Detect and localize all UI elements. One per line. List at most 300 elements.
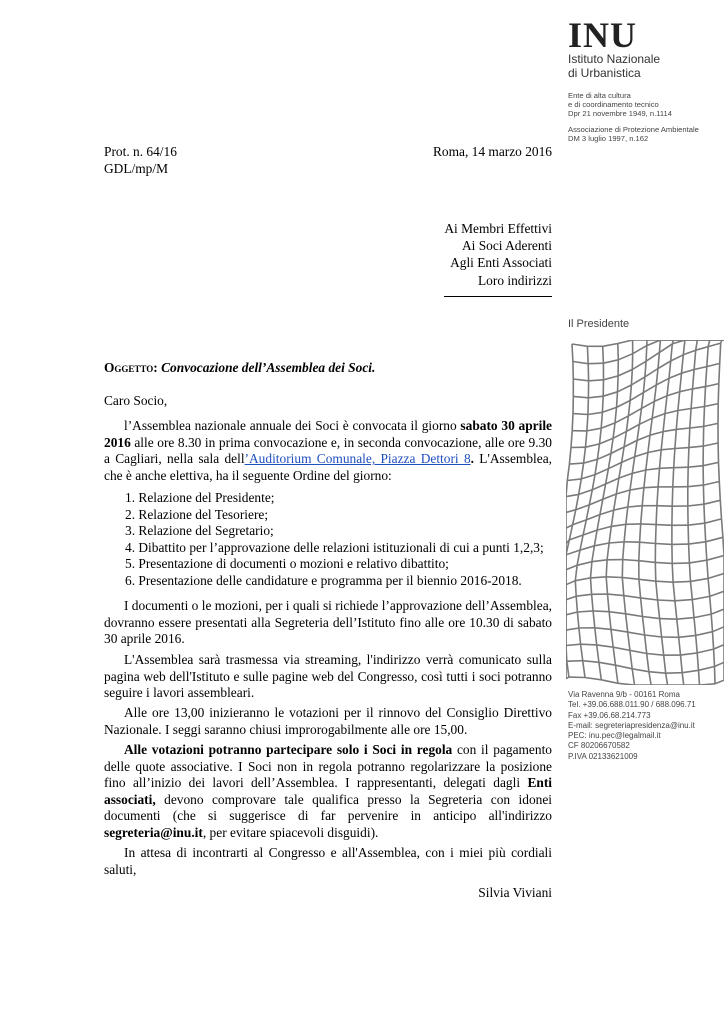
mesh-line — [622, 457, 635, 463]
mesh-line — [613, 647, 630, 650]
para1-text: alle ore 8.30 in prima convocazione e, in seconda convocazione, alle ore 9.30 a Cagliari, nella sala dell — [104, 434, 552, 467]
mesh-line — [630, 393, 643, 401]
recipients-block — [352, 220, 552, 289]
mesh-line — [703, 485, 704, 504]
mesh-line — [691, 581, 693, 599]
mesh-line — [640, 524, 641, 542]
mesh-line — [572, 344, 587, 346]
mesh-line — [688, 448, 689, 468]
mesh-line — [704, 423, 718, 426]
mesh-line — [601, 680, 618, 684]
mesh-line — [632, 669, 634, 685]
mesh-line — [630, 650, 632, 668]
meeting-date: sabato 30 aprile 2016 — [104, 418, 552, 450]
mesh-line — [618, 376, 619, 392]
mesh-line — [697, 653, 698, 670]
mesh-line — [664, 655, 666, 673]
mesh-line — [689, 544, 690, 563]
para1-text: L'Assemblea, che è anche elettiva, ha il seguente Ordine del giorno: — [104, 451, 552, 483]
mesh-line — [624, 596, 641, 598]
mesh-line — [641, 524, 656, 525]
mesh-line — [647, 340, 661, 346]
mesh-line — [667, 392, 680, 396]
mesh-line — [718, 384, 719, 404]
mesh-line — [616, 665, 633, 669]
mesh-line — [569, 463, 583, 464]
mesh-line — [639, 561, 656, 563]
mesh-line — [694, 618, 696, 636]
mesh-line — [608, 454, 611, 469]
mesh-line — [639, 418, 652, 424]
mesh-line — [677, 619, 679, 637]
agenda-item: 1. Relazione del Presidente; — [125, 490, 275, 505]
mesh-line — [688, 525, 689, 544]
mesh-line — [575, 578, 590, 581]
mesh-line — [643, 377, 645, 393]
agenda-item: 3. Relazione del Segretario; — [125, 523, 274, 539]
mesh-line — [573, 362, 588, 364]
mesh-line — [645, 369, 658, 377]
mesh-line — [672, 487, 673, 506]
mesh-line — [584, 459, 598, 463]
mesh-line — [566, 644, 581, 645]
mesh-line — [624, 440, 637, 447]
mesh-line — [583, 520, 586, 535]
mesh-line — [658, 361, 671, 369]
mesh-line — [589, 490, 592, 505]
mesh-line — [675, 600, 692, 601]
letter-date: Roma, 14 marzo 2016 — [432, 144, 552, 159]
mesh-line — [639, 579, 656, 581]
subject-text: Convocazione dell’Assemblea dei Soci. — [161, 360, 376, 375]
mesh-line — [632, 457, 634, 474]
signature: Silvia Viviani — [478, 885, 552, 900]
mesh-line — [572, 414, 573, 431]
mesh-line — [675, 448, 689, 449]
mesh-line — [652, 414, 665, 419]
mesh-line — [626, 416, 628, 432]
recipients-underline — [444, 296, 552, 297]
mesh-line — [609, 612, 611, 630]
mesh-line — [656, 369, 658, 385]
mesh-line — [566, 612, 577, 615]
contact-phone: Tel. +39.06.688.011.90 / 688.096.71 — [568, 700, 696, 710]
info-line: e di coordinamento tecnico — [568, 99, 659, 109]
mesh-line — [672, 563, 689, 564]
mesh-line — [682, 370, 695, 374]
mesh-line — [619, 462, 622, 478]
mesh-line — [626, 424, 639, 431]
mesh-line — [581, 475, 595, 479]
paragraph-convocation — [104, 418, 552, 484]
mesh-line — [659, 344, 672, 353]
mesh-line — [597, 645, 599, 662]
paragraph-documents: I documenti o le mozioni, per i quali si richiede l’approvazione dell’Assemblea, dovranno essere presentati alla Segreteria dell’Istituto fino alle ore 10.30 di sabato 30 aprile 2016. — [104, 598, 552, 647]
mesh-line — [639, 408, 641, 424]
mesh-line — [642, 393, 644, 409]
legal-info-2 — [568, 126, 699, 144]
mesh-line — [566, 565, 577, 569]
mesh-line — [601, 412, 602, 428]
mesh-line — [628, 632, 645, 635]
mesh-line — [649, 672, 651, 685]
mesh-line — [688, 523, 705, 525]
mesh-line — [669, 361, 671, 378]
mesh-line — [706, 542, 707, 560]
mesh-line — [583, 530, 597, 535]
mesh-line — [667, 378, 669, 396]
mesh-line — [611, 524, 626, 526]
mesh-line — [587, 415, 588, 431]
mesh-line — [600, 510, 614, 514]
mesh-line — [665, 396, 667, 414]
mesh-line — [567, 479, 581, 481]
mesh-line — [581, 463, 583, 479]
mesh-line — [597, 444, 599, 459]
mesh-line — [601, 423, 615, 428]
mesh-line — [711, 614, 712, 632]
mesh-line — [692, 600, 694, 618]
mesh-line — [616, 490, 630, 494]
mesh-line — [650, 418, 652, 435]
mesh-line — [658, 468, 659, 487]
mesh-line — [616, 665, 618, 683]
mesh-line — [722, 519, 723, 537]
mesh-line — [631, 377, 645, 385]
mesh-line — [603, 392, 617, 396]
mesh-line — [624, 596, 626, 614]
mesh-line — [611, 629, 613, 647]
mesh-line — [597, 515, 600, 531]
mesh-line — [704, 407, 705, 427]
mesh-line — [657, 506, 672, 507]
mesh-line — [566, 550, 580, 555]
mesh-line — [705, 519, 722, 523]
mesh-line — [603, 346, 604, 363]
mesh-line — [690, 409, 691, 429]
mesh-line — [699, 667, 715, 671]
mesh-line — [688, 504, 704, 506]
recipient: Loro indirizzi — [478, 272, 552, 288]
para1-period: . — [470, 451, 474, 467]
mesh-line — [626, 614, 628, 632]
mesh-line — [637, 424, 639, 440]
president-label: Il Presidente — [568, 318, 630, 330]
mesh-line — [681, 655, 683, 673]
mesh-line — [647, 654, 649, 672]
mesh-line — [665, 411, 678, 414]
mesh-line — [611, 447, 624, 454]
mesh-line — [715, 680, 724, 684]
mesh-line — [580, 535, 583, 550]
mesh-line — [693, 370, 695, 389]
mesh-line — [623, 542, 624, 560]
info-line: DM 3 luglio 1997, n.162 — [568, 133, 649, 143]
mesh-line — [648, 435, 650, 452]
mesh-line — [700, 684, 716, 685]
mesh-line — [673, 581, 690, 582]
recipient: Ai Membri Effettivi — [444, 221, 552, 236]
mesh-line — [622, 578, 624, 596]
mesh-line — [579, 479, 582, 495]
mesh-line — [641, 598, 643, 617]
mesh-line — [635, 453, 648, 457]
mesh-line — [611, 510, 613, 526]
mesh-line — [583, 661, 585, 678]
inu-logo: INU — [568, 15, 638, 55]
protocol-number: Prot. n. 64/16 — [104, 144, 177, 159]
mesh-line — [575, 565, 577, 580]
mesh-line — [660, 619, 677, 620]
mesh-line — [711, 609, 724, 614]
mesh-line — [615, 416, 628, 423]
mesh-line — [613, 647, 615, 665]
para5-text: , per evitare spiacevoli disguidi). — [202, 824, 379, 840]
mesh-line — [679, 635, 696, 637]
mesh-line — [617, 401, 631, 408]
mesh-line — [566, 646, 567, 662]
mesh-line — [618, 385, 632, 392]
mesh-line — [675, 601, 677, 619]
mesh-line — [643, 617, 645, 636]
mesh-line — [611, 629, 628, 632]
mesh-line — [666, 673, 668, 685]
mesh-line — [595, 459, 597, 474]
mesh-line — [671, 355, 684, 361]
mesh-line — [661, 449, 675, 450]
mesh-line — [660, 619, 662, 637]
mesh-line — [688, 485, 704, 487]
mesh-line — [682, 670, 698, 672]
mesh-line — [588, 398, 589, 415]
para5-text: con il pagamento delle quote associative. I Soci non in regola potranno regolarizzare la posizione fino all’inizio dei lavori dell’Assemblea. I rappresentanti, delegati dagli — [104, 742, 552, 791]
mesh-line — [602, 396, 603, 412]
mesh-line — [599, 662, 616, 665]
mesh-line — [626, 614, 643, 617]
mesh-line — [676, 428, 690, 429]
mesh-line — [710, 591, 724, 596]
mesh-line — [643, 617, 660, 619]
mesh-line — [641, 506, 643, 524]
mesh-line — [589, 499, 603, 505]
mesh-line — [673, 468, 674, 487]
mesh-line — [614, 494, 617, 510]
mesh-line — [656, 378, 669, 385]
mesh-line — [713, 627, 724, 632]
mesh-line — [680, 389, 693, 392]
mesh-line — [614, 507, 628, 510]
salutation: Caro Socio, — [104, 393, 168, 408]
mesh-line — [707, 556, 724, 561]
mesh-line — [689, 542, 706, 544]
mesh-line — [606, 469, 609, 484]
mesh-line — [567, 661, 583, 662]
mesh-line — [650, 432, 663, 436]
mesh-line — [607, 543, 609, 560]
mesh-line — [708, 578, 710, 596]
mesh-line — [617, 392, 618, 408]
mesh-line — [714, 645, 724, 650]
mesh-line — [719, 363, 720, 383]
mesh-line — [603, 344, 618, 347]
venue-link[interactable]: ’Auditorium Comunale, Piazza Dettori 8 — [244, 451, 471, 467]
mesh-line — [632, 470, 646, 473]
mesh-line — [572, 344, 573, 362]
mesh-line — [660, 450, 662, 469]
institute-line-1: Istituto Nazionale — [568, 52, 661, 66]
mesh-line — [637, 435, 650, 440]
mesh-line — [606, 478, 619, 484]
recipient: Ai Soci Aderenti — [461, 238, 552, 254]
mesh-line — [600, 438, 614, 444]
mesh-line — [719, 482, 720, 501]
mesh-line — [592, 594, 594, 611]
mesh-line — [587, 346, 588, 363]
mesh-line — [708, 574, 724, 579]
info-line: Ente di alta cultura — [568, 91, 631, 100]
contact-cf: CF 80206670582 — [568, 741, 630, 751]
reference-code: GDL/mp/M — [104, 161, 168, 176]
mesh-line — [583, 661, 599, 663]
mesh-line — [597, 645, 614, 647]
mesh-line — [719, 462, 720, 481]
mesh-line — [604, 376, 619, 380]
mesh-line — [689, 560, 706, 563]
mesh-line — [645, 635, 647, 654]
mesh-line — [593, 611, 595, 628]
mesh-line — [576, 505, 590, 510]
mesh-line — [696, 340, 698, 350]
mesh-line — [645, 361, 646, 377]
contact-fax: Fax +39.06.68.214.773 — [568, 710, 651, 720]
mesh-line — [588, 363, 603, 364]
mesh-line — [649, 672, 666, 674]
mesh-line — [595, 628, 597, 645]
mesh-line — [657, 487, 658, 506]
mesh-line — [663, 414, 665, 432]
mesh-line — [658, 600, 660, 619]
mesh-line — [606, 577, 622, 578]
mesh-line — [683, 340, 685, 355]
mesh-line — [641, 598, 658, 600]
mesh-line — [694, 350, 696, 369]
mesh-line — [579, 628, 581, 644]
mesh-line — [688, 466, 703, 468]
mesh-line — [573, 379, 588, 381]
mesh-line — [656, 506, 657, 525]
mesh-line — [635, 440, 637, 456]
mesh-line — [566, 494, 579, 496]
mesh-line — [714, 649, 715, 666]
mesh-line — [642, 401, 655, 408]
mesh-line — [630, 650, 647, 653]
email-address: segreteria@inu.it — [104, 824, 203, 840]
mesh-line — [633, 346, 647, 354]
contact-address: Via Ravenna 9/b - 00161 Roma — [568, 690, 680, 699]
mesh-line — [587, 428, 601, 431]
mesh-line — [576, 594, 591, 596]
mesh-line — [715, 662, 724, 666]
mesh-line — [602, 407, 616, 412]
mesh-line — [593, 611, 609, 612]
mesh-line — [689, 428, 690, 448]
mesh-line — [647, 654, 664, 656]
mesh-line — [707, 347, 708, 367]
mesh-line — [591, 578, 592, 594]
subject-label: Oggetto: — [104, 360, 158, 375]
mesh-line — [591, 577, 607, 578]
mesh-line — [595, 469, 608, 475]
mesh-line — [706, 384, 719, 387]
mesh-line — [628, 490, 630, 507]
mesh-line — [573, 396, 588, 397]
mesh-line — [600, 499, 603, 514]
mesh-line — [586, 431, 587, 447]
mesh-line — [720, 500, 721, 519]
institute-line-2: di Urbanistica — [568, 66, 641, 80]
mesh-line — [630, 488, 644, 490]
mesh-line — [618, 683, 635, 685]
mesh-line — [689, 563, 690, 582]
mesh-line — [656, 525, 672, 526]
mesh-line — [581, 644, 583, 661]
mesh-line — [608, 462, 621, 468]
mesh-line — [613, 431, 626, 438]
mesh-line — [588, 412, 603, 414]
mesh-line — [681, 653, 698, 655]
mesh-line — [606, 560, 607, 577]
mesh-line — [588, 396, 603, 398]
mesh-line — [660, 468, 674, 469]
mesh-line — [676, 411, 678, 430]
mesh-line — [639, 579, 641, 598]
mesh-line — [708, 343, 721, 347]
mesh-line — [576, 596, 577, 612]
contact-email: E-mail: segreteriapresidenza@inu.it — [568, 720, 695, 730]
mesh-line — [691, 407, 704, 409]
wave-mesh-illustration — [566, 340, 724, 685]
contacts-block — [568, 690, 696, 762]
mesh-line — [678, 392, 680, 411]
mesh-line — [575, 581, 576, 597]
mesh-line — [674, 449, 675, 468]
mesh-line — [706, 367, 707, 387]
mesh-line — [696, 632, 713, 636]
mesh-line — [656, 581, 658, 600]
mesh-line — [569, 535, 583, 540]
mesh-line — [619, 473, 632, 478]
mesh-line — [646, 346, 647, 362]
mesh-line — [671, 344, 673, 361]
mesh-line — [631, 370, 632, 386]
mesh-line — [674, 467, 689, 468]
mesh-line — [682, 355, 684, 373]
mesh-line — [662, 637, 664, 655]
mesh-line — [693, 387, 706, 389]
mesh-line — [646, 453, 648, 471]
enti-associati: Enti associati, — [104, 775, 552, 807]
mesh-line — [713, 632, 714, 649]
eligibility-bold: Alle votazioni potranno partecipare solo i Soci in regola — [124, 742, 453, 757]
mesh-line — [571, 431, 572, 448]
mesh-line — [586, 505, 589, 520]
mesh-line — [611, 438, 613, 453]
mesh-line — [705, 404, 719, 407]
mesh-line — [589, 380, 604, 381]
paragraph-eligibility — [104, 742, 552, 842]
mesh-line — [600, 428, 602, 444]
mesh-line — [577, 611, 593, 612]
